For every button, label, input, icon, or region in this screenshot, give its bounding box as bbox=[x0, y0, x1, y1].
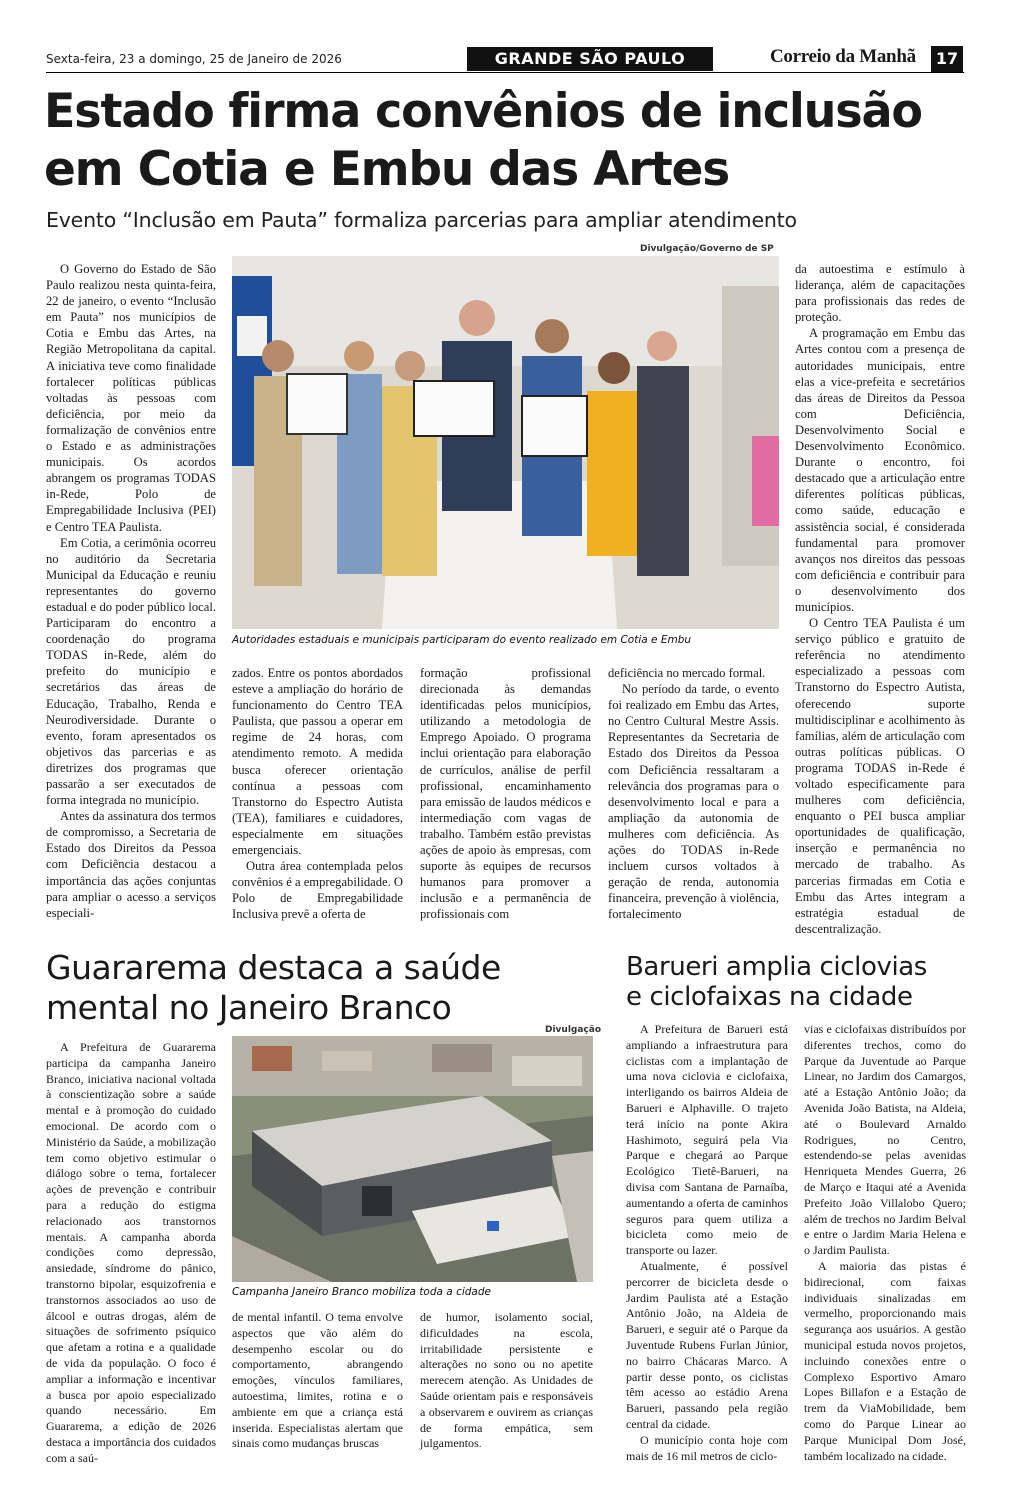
barueri-col1-paragraph-3: O município conta hoje com mais de 16 mil metros de ciclo- bbox=[626, 1432, 788, 1463]
guararema-col3-paragraph-1: de humor, isolamento social, dificuldades na escola, irritabilidade persistente e alterações no sono ou no apetite merecem atenção. As Unidades de Saúde orientam pais e responsáveis a observarem e ouvirem as crianças de forma empática, sem julgamentos. bbox=[420, 1310, 593, 1451]
main-col2-paragraph-2: Outra área contemplada pelos convênios é a empregabilidade. O Polo de Empregabilidade Inclusiva prevê a oferta de bbox=[232, 859, 403, 922]
section-label: GRANDE SÃO PAULO bbox=[467, 47, 713, 71]
ceremony-photo-illustration bbox=[232, 256, 779, 629]
guararema-col1-paragraph-1: A Prefeitura de Guararema participa da campanha Janeiro Branco, iniciativa nacional voltada à conscientização sobre a saúde mental e à promoção do cuidado emocional. De acordo com o Ministério da Saúde, a mobilização tem como objetivo estimular o diálogo sobre o tema, fortalecer ações de prevenção e contribuir para a redução do estigma relacionado aos transtornos mentais. A campanha aborda condições como depressão, ansiedade, síndrome do pânico, transtorno bipolar, esquizofrenia e transtornos associados ao uso de álcool e outras drogas, além de situações de sofrimento psíquico que afetam a rotina e a qualidade de vida da população. O foco é ampliar a informação e incentivar a busca por apoio especializado quando necessário. Em Guararema, a edição de 2026 destaca a importância dos cuidados com a saú- bbox=[46, 1040, 216, 1465]
main-col1-paragraph-2: Em Cotia, a cerimônia ocorreu no auditório da Secretaria Municipal da Educação e reuniu representantes do governo estadual e do poder público local. Participaram do encontro a coordenação do programa TODAS in-Rede, além do prefeito do município e secretários das áreas de Educação, Trabalho, Renda e Neurodiversidade. Durante o evento, foram apresentados os objetivos das parcerias e as diretrizes dos programas que passarão a ser executados de forma integrada no município. bbox=[46, 535, 216, 808]
guararema-photo bbox=[232, 1036, 593, 1282]
main-col4-paragraph-1: deficiência no mercado formal. bbox=[608, 666, 766, 680]
main-column-5 bbox=[795, 261, 965, 937]
guararema-column-2 bbox=[232, 1310, 403, 1452]
main-col1-paragraph-3: Antes da assinatura dos termos de compromisso, a Secretaria de Estado dos Direitos da Pessoa com Deficiência destacou a importância das ações conjuntas para ampliar o acesso a serviços especiali- bbox=[46, 809, 216, 920]
main-column-1 bbox=[46, 261, 216, 921]
main-col4-paragraph-2: No período da tarde, o evento foi realizado em Embu das Artes, no Centro Cultural Mestre Assis. Representantes da Secretaria de Estado dos Direitos da Pessoa com Deficiência ressaltaram a relevância dos programas para o desenvolvimento local e para a ampliação da autonomia de mulheres com deficiência. As ações do TODAS in-Rede incluem cursos voltados à geração de renda, autonomia financeira, prevenção à violência, fortalecimento bbox=[608, 682, 779, 922]
guararema-col2-paragraph-1: de mental infantil. O tema envolve aspectos que vão além do desempenho escolar ou do comportamento, abrangendo emoções, vínculos familiares, autoestima, limites, rotina e o ambiente em que a criança está inserida. Especialistas alertam que sinais como mudanças bruscas bbox=[232, 1310, 403, 1451]
headline-line-1: Estado firma convênios de inclusão bbox=[44, 84, 922, 139]
headline-line-2: em Cotia e Embu das Artes bbox=[44, 142, 730, 197]
main-col5-paragraph-2: A programação em Embu das Artes contou com a presença de autoridades municipais, entre elas a vice-prefeita e secretários das áreas de Direitos da Pessoa com Deficiência, Desenvolvimento Social e Desenvolvimento Econômico. Durante o encontro, foi destacado que a articulação entre diferentes políticas públicas, como saúde, educação e assistência social, é considerada fundamental para promover avanços nos direitos das pessoas com deficiência e contribuir para o desenvolvimento dos municípios. bbox=[795, 326, 965, 614]
barueri-headline-line-2: e ciclofaixas na cidade bbox=[626, 982, 913, 1012]
main-col1-paragraph-1: O Governo do Estado de São Paulo realizou nesta quinta-feira, 22 de janeiro, o evento “Inclusão em Pauta” nos municípios de Cotia e Embu das Artes, na Região Metropolitana da capital. A iniciativa teve como finalidade fortalecer políticas públicas voltadas às pessoas com deficiência, por meio da formalização de convênios entre o Estado e as administrações municipais. Os acordos abrangem os programas TODAS in-Rede, Polo de Empregabilidade Inclusiva (PEI) e Centro TEA Paulista. bbox=[46, 262, 216, 534]
issue-date: Sexta-feira, 23 a domingo, 25 de Janeiro de 2026 bbox=[46, 52, 342, 66]
guararema-headline-line-2: mental no Janeiro Branco bbox=[46, 988, 452, 1027]
barueri-column-1 bbox=[626, 1022, 788, 1464]
header-rule bbox=[46, 72, 964, 73]
main-column-2 bbox=[232, 665, 403, 923]
health-unit-aerial-illustration bbox=[232, 1036, 593, 1282]
masthead: Correio da Manhã bbox=[770, 46, 916, 67]
barueri-col1-paragraph-1: A Prefeitura de Barueri está ampliando a infraestrutura para ciclistas com a implantação de uma nova ciclovia e ciclofaixa, interligando os bairros Aldeia de Barueri e Alphaville. O trajeto terá início na ponte Akira Hashimoto, seguirá pela Via Parque e chegará ao Parque Ecológico Tietê-Barueri, na divisa com Santana de Parnaíba, aumentando a oferta de caminhos seguros para quem utiliza a bicicleta como meio de transporte ou lazer. bbox=[626, 1022, 788, 1258]
main-col5-paragraph-3: O Centro TEA Paulista é um serviço público e gratuito de referência no atendimento especializado a pessoas com Transtorno do Espectro Autista, oferecendo suporte multidisciplinar e acolhimento às famílias, além de articulação com outras políticas públicas. O programa TODAS in-Rede é voltado especificamente para mulheres com deficiência, enquanto o PEI busca ampliar oportunidades de qualificação, inserção e permanência no mercado de trabalho. As parcerias firmadas em Cotia e Embu das Artes integram a estratégia estadual de descentralização. bbox=[795, 616, 965, 936]
main-photo-caption: Autoridades estaduais e municipais participaram do evento realizado em Cotia e Embu bbox=[232, 634, 692, 646]
guararema-column-3 bbox=[420, 1310, 593, 1452]
main-photo bbox=[232, 256, 779, 629]
guararema-photo-credit: Divulgação bbox=[545, 1025, 602, 1035]
subheadline: Evento “Inclusão em Pauta” formaliza parcerias para ampliar atendimento bbox=[46, 208, 797, 232]
main-column-4 bbox=[608, 665, 779, 923]
barueri-col2-paragraph-2: A maioria das pistas é bidirecional, com faixas individuais sinalizadas em vermelho, proporcionando mais segurança aos usuários. A gestão municipal estuda novos projetos, incluindo conexões entre o Complexo Esportivo Amaro Lopes Billafon e a Estação de trem da ViaMobilidade, bem como do Parque Linear ao Parque Municipal Dom José, também localizado na cidade. bbox=[804, 1258, 966, 1463]
guararema-headline-line-1: Guararema destaca a saúde bbox=[46, 948, 501, 987]
main-col3-paragraph-1: formação profissional direcionada às demandas identificadas pelos municípios, utilizando a metodologia de Emprego Apoiado. O programa inclui orientação para elaboração de currículos, análise de perfil profissional, encaminhamento para emissão de laudos médicos e intermediação com vagas de trabalho. Também estão previstas ações de apoio às empresas, com suporte às equipes de recursos humanos para promover a inclusão e a permanência de profissionais com bbox=[420, 666, 591, 922]
barueri-col1-paragraph-2: Atualmente, é possível percorrer de bicicleta desde o Jardim Paulista até a Estação Antônio João, na Aldeia de Barueri, e seguir até o Parque da Juventude Rubens Furlan Júnior, no bairro Chácaras Marco. A partir desse ponto, os ciclistas têm acesso ao estádio Arena Barueri, passando pela região central da cidade. bbox=[626, 1258, 788, 1431]
barueri-column-2 bbox=[804, 1022, 966, 1464]
main-col5-paragraph-1: da autoestima e estímulo à liderança, além de capacitações para profissionais das redes de proteção. bbox=[795, 262, 965, 325]
barueri-col2-paragraph-1: vias e ciclofaixas distribuídos por diferentes trechos, como do Parque da Juventude ao Parque Linear, no Jardim dos Camargos, até a Estação Antônio João; da Avenida João Batista, na Aldeia, até o Boulevard Arnaldo Rodrigues, no Centro, estendendo-se pelas avenidas Henriqueta Mendes Guerra, 26 de Março e Itaqui até a Avenida Prefeito João Villalobo Quero; além de trechos no Jardim Belval e entre o Jardim Maria Helena e o Jardim Paulista. bbox=[804, 1022, 966, 1258]
main-col2-paragraph-1: zados. Entre os pontos abordados esteve a ampliação do horário de funcionamento do Centro TEA Paulista, que passou a operar em regime de 24 horas, com atendimento remoto. A medida busca oferecer orientação contínua a pessoas com Transtorno do Espectro Autista (TEA), familiares e cuidadores, especialmente em situações emergenciais. bbox=[232, 666, 403, 858]
guararema-column-1 bbox=[46, 1040, 216, 1467]
guararema-photo-caption: Campanha Janeiro Branco mobiliza toda a cidade bbox=[232, 1286, 491, 1298]
main-column-3 bbox=[420, 665, 591, 923]
barueri-headline-line-1: Barueri amplia ciclovias bbox=[626, 952, 927, 982]
main-photo-credit: Divulgação/Governo de SP bbox=[640, 244, 774, 254]
page-number: 17 bbox=[931, 46, 963, 72]
